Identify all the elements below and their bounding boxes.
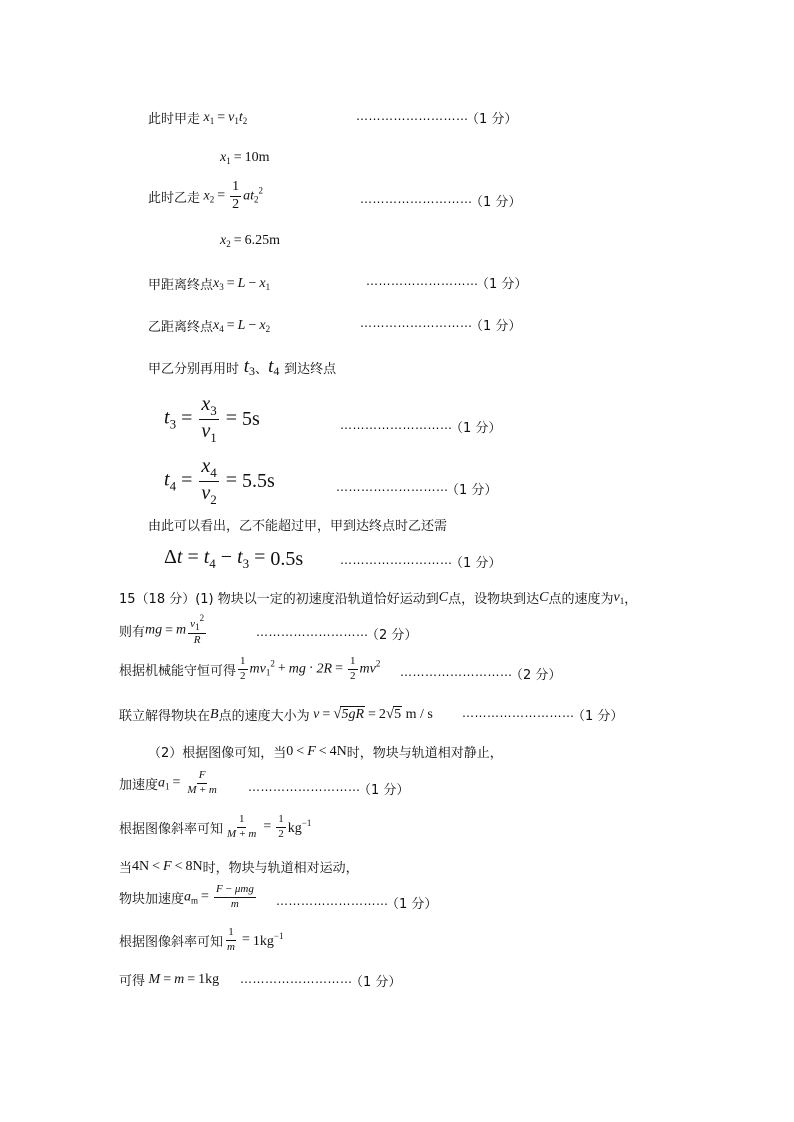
text: 此时甲走	[148, 112, 201, 127]
score: （2 分）	[510, 668, 562, 683]
line-energy	[119, 656, 380, 682]
formula: 0 < F < 4N	[286, 743, 347, 759]
dot-leader: ………………………	[240, 972, 353, 986]
line-mass-result	[119, 970, 219, 989]
score: （1 分）	[450, 421, 502, 436]
dot-leader: ………………………	[356, 109, 469, 123]
text: 点，设物块到达	[448, 592, 540, 607]
formula: M = m =	[145, 971, 196, 987]
formula: $x_2$ = $\frac{1}{2}$ $at_2^2$	[200, 179, 264, 212]
dot-leader: ………………………	[360, 316, 473, 330]
symbol-v1: $v_1$	[613, 589, 625, 606]
text: 根据机械能守恒可得	[119, 663, 237, 679]
score: （1 分）	[350, 975, 402, 990]
line-am	[119, 884, 258, 910]
formula: $a_1$ = $\frac{F}{M + m}$	[158, 769, 217, 796]
score: （1 分）	[470, 319, 522, 334]
line-condition-2	[119, 857, 359, 876]
dot-leader: ………………………	[248, 780, 361, 794]
unit: m / s	[405, 706, 433, 722]
line-x4	[148, 316, 270, 335]
formula: $x_1 = v_1t_2$	[200, 109, 248, 126]
score: （1 分）	[466, 112, 518, 127]
line-x1-value	[220, 150, 270, 166]
text: 可得	[119, 974, 146, 989]
unit: $1kg^{-1}$	[252, 930, 284, 949]
line-t3-t4-intro	[148, 356, 336, 379]
formula: $\frac{1}{2}$ $mv_1^2$ + mg · 2R = $\frac{1}{2}$ $mv^2$	[240, 655, 381, 682]
dot-leader: ………………………	[256, 625, 369, 639]
text: 点的速度大小为	[218, 709, 310, 724]
formula: $t_3$ = $\frac{x_3}{v_1}$ =	[164, 393, 238, 445]
line-x2-value	[220, 233, 280, 249]
line-slope-1	[119, 814, 311, 840]
score: （1 分）	[386, 897, 438, 912]
dot-leader: ………………………	[340, 418, 453, 432]
formula: $x_1$ =	[220, 150, 242, 166]
formula: $\Delta t = t_4 - t_3$ =	[164, 546, 266, 571]
text: 到达终点	[284, 362, 337, 377]
text: 点的速度为	[548, 592, 614, 607]
text: 当	[119, 861, 133, 876]
formula: v = √5gR = 2√5	[309, 706, 402, 722]
value: 5.5s	[242, 469, 275, 492]
score: （1 分）	[358, 783, 410, 798]
line-conclusion	[148, 515, 447, 534]
dot-leader: ………………………	[336, 480, 449, 494]
text: 时，物块与轨道相对运动，	[202, 861, 359, 876]
text: 则有	[119, 624, 146, 640]
text: 此时乙走	[148, 190, 201, 206]
line-t4-value	[164, 456, 275, 506]
dot-leader: ………………………	[366, 274, 479, 288]
text: 根据图像斜率可知	[119, 934, 224, 950]
unit: $kg^{-1}$	[287, 817, 312, 836]
dot-leader: ………………………	[360, 192, 473, 206]
formula: mg = m $\frac{v_1^2}{R}$	[145, 613, 205, 647]
text: 时，物块与轨道相对静止，	[346, 746, 503, 761]
formula: $\frac{1}{M + m}$ = $\frac{1}{2}$	[227, 813, 284, 840]
dot-leader: ………………………	[340, 553, 453, 567]
score: （1 分）	[572, 709, 624, 724]
formula: $x_3 = L - x_1$	[213, 275, 271, 292]
line-delta-t	[164, 546, 303, 572]
text: 乙距离终点	[148, 320, 214, 335]
value: 6.25m	[244, 233, 281, 248]
symbol-t3: $t_3$	[239, 356, 256, 378]
line-t3-value	[164, 394, 260, 444]
text: （2）根据图像可知，当	[148, 746, 287, 761]
line-a1	[119, 770, 221, 796]
formula: 4N < F < 8N	[132, 858, 203, 874]
text: 加速度	[119, 777, 159, 793]
value: 0.5s	[270, 547, 304, 570]
point-b: B	[210, 706, 219, 722]
text: 甲乙分别再用时	[148, 362, 240, 377]
text: 由此可以看出，乙不能超过甲，甲到达终点时乙还需	[148, 519, 448, 534]
formula: $\frac{1}{m}$ =	[227, 926, 250, 953]
formula: $t_4$ = $\frac{x_4}{v_2}$ =	[164, 455, 238, 507]
text: 甲距离终点	[148, 278, 214, 293]
line-centripetal	[119, 614, 208, 647]
point-c: C	[438, 589, 449, 605]
text: 根据图像斜率可知	[119, 821, 224, 837]
score: （1 分）	[446, 483, 498, 498]
text: ，	[624, 592, 638, 607]
problem-15-heading	[119, 588, 637, 607]
value: 1kg	[198, 971, 220, 987]
separator: 、	[255, 362, 269, 377]
formula: $a_m$ = $\frac{\text{F − μmg}}{m}$	[184, 883, 254, 910]
line-x1-formula	[148, 108, 247, 127]
text: 15（18 分）(1) 物块以一定的初速度沿轨道恰好运动到	[119, 592, 439, 607]
text: 联立解得物块在	[119, 709, 211, 724]
score: （2 分）	[366, 628, 418, 643]
formula: $x_2$ =	[220, 233, 242, 249]
dot-leader: ………………………	[400, 665, 513, 679]
score: （1 分）	[476, 277, 528, 292]
point-c: C	[539, 589, 549, 605]
line-velocity-b	[119, 705, 433, 724]
formula: $x_4 = L - x_2$	[213, 317, 271, 334]
score: （1 分）	[450, 556, 502, 571]
symbol-t4: $t_4$	[268, 356, 280, 378]
line-slope-2	[119, 927, 283, 953]
line-x3	[148, 274, 270, 293]
line-x2-formula	[148, 180, 263, 212]
value: 5s	[242, 407, 260, 430]
dot-leader: ………………………	[276, 894, 389, 908]
line-part2-condition	[148, 742, 503, 761]
score: （1 分）	[470, 195, 522, 210]
value: 10m	[244, 150, 270, 165]
dot-leader: ………………………	[462, 706, 575, 720]
text: 物块加速度	[119, 891, 185, 907]
